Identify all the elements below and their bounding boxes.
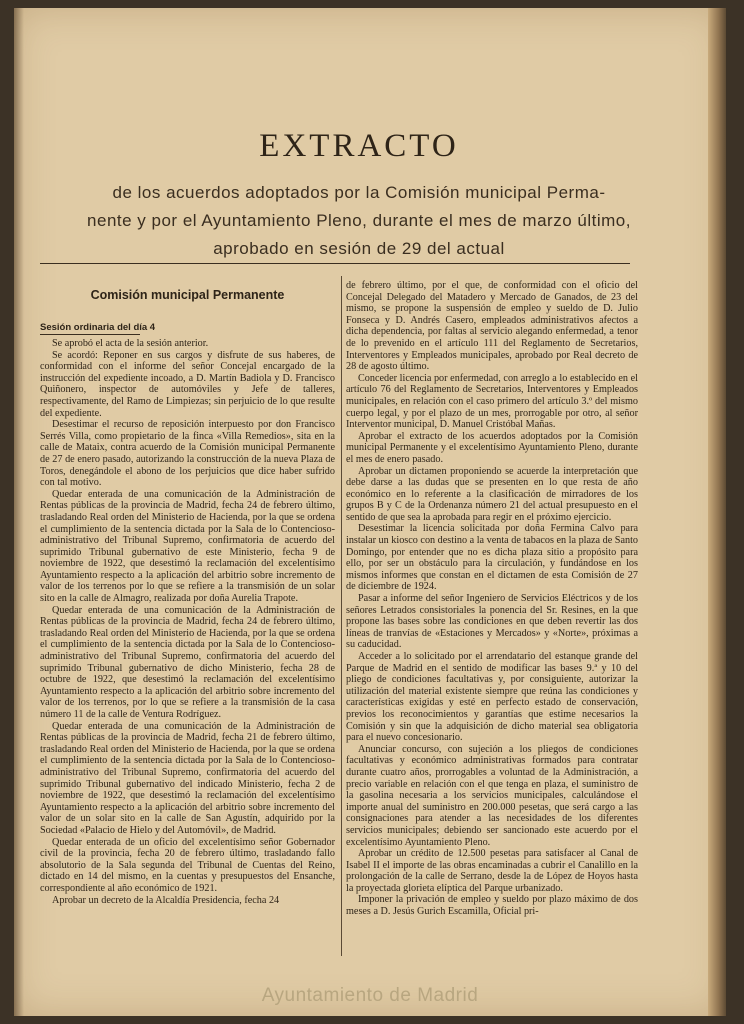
- paragraph: Se aprobó el acta de la sesión anterior.: [52, 338, 209, 349]
- paragraph: Quedar enterada de un oficio del excelentísimo señor Gobernador civil de la provincia, fecha 20 de febrero último, trasladando fallo absolutorio de la Sala segunda del Tribunal de Cuentas del Reino, dictado en 14 del mismo, en la cuentas y presupuestos del Ensanche, correspondiente al año económico de 1921.: [40, 836, 335, 894]
- paragraph: de febrero último, por el que, de conformidad con el oficio del Concejal Delegado del Matadero y Mercado de Ganados, de 23 del mismo, se propone la suspensión de empleo y sueldo de D. Julio Fonseca y D. Andrés Casero, empleados administrativos afectos a dicha dependencia, por faltas al servicio alegando enfermedad, a tenor de lo prevenido en el artículo 111 del Reglamento de Secretarios, Interventores y Empleados municipales, aprobado por Real decreto de 28 de agosto último.: [346, 280, 638, 373]
- right-column: [346, 280, 638, 918]
- watermark: Ayuntamiento de Madrid: [261, 985, 479, 1006]
- paragraph: Aprobar un decreto de la Alcaldía Presidencia, fecha 24: [52, 894, 280, 906]
- section-heading: Comisión municipal Permanente: [90, 288, 285, 302]
- subtitle-line-2: nente y por el Ayuntamiento Pleno, durante el mes de marzo último,: [87, 211, 631, 230]
- session-underline: [40, 334, 140, 335]
- paragraph: Aprobar un crédito de 12.500 pesetas para satisfacer al Canal de Isabel II el importe de las obras encaminadas a cubrir el Canalillo en la prolongación de la calle de Serrano, desde la de López de Hoyos hasta la proyectada glorieta elíptica del Parque urbanizado.: [346, 848, 638, 894]
- paragraph: Quedar enterada de una comunicación de la Administración de Rentas públicas de la provincia de Madrid, fecha 24 de febrero último, trasladando Real orden del Ministerio de Hacienda, por la que se ordena el cumplimiento de la sentencia dictada por la Sala de lo Contencioso-administrativo del Tribunal Supremo, confirmatoria de acuerdo del suprimido Tribunal gubernativo de este Ministerio, fecha 9 de noviembre de 1922, que desestimó la reclamación del excelentísimo Ayuntamiento respecto a la aplicación del arbitrio sobre incremento de valor de los terrenos por lo que se refiere a la transmisión de un solar sito en la calle de Almagro, realizada por doña Aurelia Trapote.: [40, 488, 335, 605]
- paragraph: Acceder a lo solicitado por el arrendatario del estanque grande del Parque de Madrid en el sentido de modificar las bases 9.ª y 10 del pliego de condiciones facultativas y, por consiguiente, autorizar la utilización del material existente siempre que reúna las condiciones y características exigidas y esté en perfecto estado de conservación, previos los reconocimientos y garantías que estime necesarios la Comisión y sin que la adquisición de dicho material sea obligatoria para el nuevo concesionario.: [346, 651, 638, 744]
- page-edge: [708, 8, 726, 1016]
- subtitle-line-3: aprobado en sesión de 29 del actual: [213, 239, 505, 258]
- document-title: EXTRACTO: [259, 128, 459, 164]
- column-divider: [341, 276, 342, 956]
- paragraph: Se acordó: Reponer en sus cargos y disfrute de sus haberes, de conformidad con el informe del señor Concejal encargado de la instrucción del expediente incoado, a D. Martín Badiola y D. Francisco Quiñonero, inspector de automóviles y Jefe de talleres, respectivamente, del Ramo de Limpiezas; sin perjuicio de lo que resulte del expediente.: [40, 349, 335, 419]
- paragraph: Aprobar un dictamen proponiendo se acuerde la interpretación que debe darse a las dudas que se presenten en lo que resta de año económico en lo referente a la clasificación de mirradores de los grupos B y C de la Ordenanza número 21 del actual presupuesto en el sentido de que sea la aprobada para regir en el próximo ejercicio.: [346, 465, 638, 523]
- paragraph: Pasar a informe del señor Ingeniero de Servicios Eléctricos y de los señores Letrados consistoriales la ponencia del Sr. Resines, en la que propone las bases sobre las condiciones en que deben revertir las dos líneas de tranvías de «Estaciones y Mercados» y «Norte», próximas a su caducidad.: [346, 593, 638, 651]
- paragraph: Anunciar concurso, con sujeción a los pliegos de condiciones facultativas y económico administrativas formados para contratar durante cuatro años, prorrogables a voluntad de la Administración, a precio variable en relación con el que tenga en plaza, el suministro de la gasolina necesaria a los servicios municipales, calculándose el importe anual del suministro en 200.000 pesetas, que será cargo a las consignaciones para atender a las necesidades de los diferentes servicios municipales; debiendo ser sancionado este acuerdo por el excelentísimo Ayuntamiento Pleno.: [346, 743, 638, 848]
- paragraph: Quedar enterada de una comunicación de la Administración de Rentas públicas de la provincia de Madrid, fecha 21 de febrero último, trasladando Real orden del Ministerio de Hacienda, por la que se ordena el cumplimiento de la sentencia dictada por la Sala de lo Contencioso-administrativo del Tribunal Supremo, confirmatoria del acuerdo del suprimido Tribunal gubernativo del indicado Ministerio, fecha 2 de noviembre de 1922, que desestimó la reclamación del excelentísimo Ayuntamiento respecto a la aplicación del arbitrio sobre incremento del valor de un solar sito en la calle de San Agustín, adquirido por la Sociedad «Palacio de Hielo y del Automóvil», de Madrid.: [40, 720, 335, 836]
- paragraph: Quedar enterada de una comunicación de la Administración de Rentas públicas de la provincia de Madrid, fecha 24 de febrero último, trasladando Real orden del Ministerio de Hacienda, por la que se ordena el cumplimiento de la sentencia dictada por la Sala de lo Contencioso-administrativo del Tribunal Supremo, confirmatoria del acuerdo del suprimido Tribunal gubernativo de dicho Ministerio, fecha 28 de octubre de 1922, que desestimó la reclamación del excelentísimo Ayuntamiento respecto a la aplicación del arbitrio sobre incremento del valor de los terrenos, por lo que se refiere a la transmisión de la casa número 11 de la calle de Ventura Rodríguez.: [40, 604, 335, 720]
- paragraph: Aprobar el extracto de los acuerdos adoptados por la Comisión municipal Permanente y el excelentísimo Ayuntamiento Pleno, durante el mes de enero pasado.: [346, 430, 638, 465]
- left-column: [40, 338, 335, 906]
- paragraph: Desestimar el recurso de reposición interpuesto por don Francisco Serrés Villa, como propietario de la finca «Villa Remedios», sita en la calle de Mataix, contra acuerdo de la Comisión municipal Permanente de 27 de enero pasado, autorizando la construcción de la nueva Plaza de Toros, denegándole el abono de los perjuicios que dice haber sufrido con tal motivo.: [40, 419, 335, 489]
- subtitle-line-1: de los acuerdos adoptados por la Comisión municipal Perma-: [112, 183, 606, 202]
- paragraph: Imponer la privación de empleo y sueldo por plazo máximo de dos meses a D. Jesús Gurich Escamilla, Oficial pri-: [346, 894, 638, 918]
- paragraph: Conceder licencia por enfermedad, con arreglo a lo establecido en el artículo 76 del Reglamento de Secretarios, Interventores y Empleados municipales, en relación con el caso primero del artículo 3.º del mismo cuerpo legal, y por el plazo de un mes, prorrogable por otro, al señor Interventor municipal, D. Manuel Cristóbal Mañas.: [346, 372, 638, 431]
- paragraph: Desestimar la licencia solicitada por doña Fermina Calvo para instalar un kiosco con destino a la venta de tabacos en la plaza de Santo Domingo, por entender que no es dicha plaza sitio a propósito para ello, por ser un obstáculo para la circulación, y fundándose en los mismos informes que constan en el dictamen de esta Comisión de 27 de diciembre de 1924.: [346, 523, 638, 593]
- session-label: Sesión ordinaria del día 4: [40, 322, 156, 333]
- document-page: [14, 8, 726, 1016]
- header-rule: [40, 263, 630, 264]
